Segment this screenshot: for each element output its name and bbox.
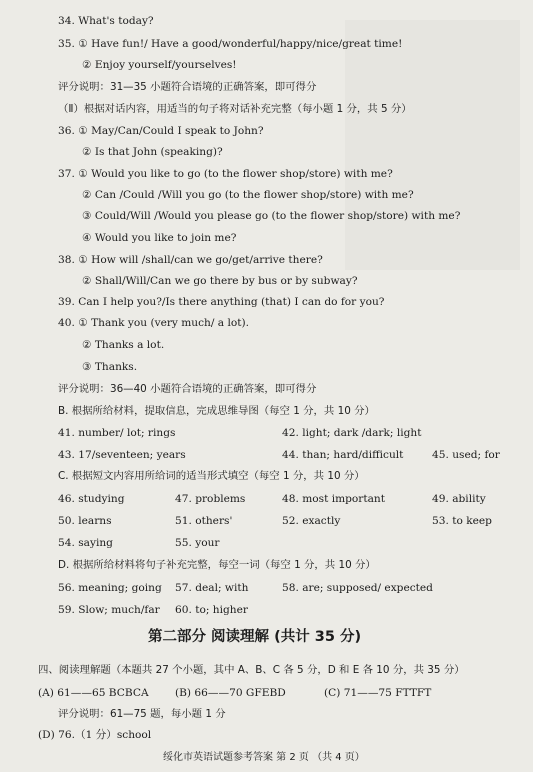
answer-49: 49. ability: [432, 493, 486, 505]
bleed-through-shadow: [345, 20, 520, 270]
reading-answers-c: (C) 71——75 FTTFT: [324, 687, 432, 699]
answer-55: 55. your: [175, 537, 220, 549]
answer-34: 34. What's today?: [58, 15, 154, 27]
answer-38-option-2: ② Shall/Will/Can we go there by bus or by subway?: [82, 275, 358, 287]
answer-50: 50. learns: [58, 515, 112, 527]
answer-37-option-3: ③ Could/Will /Would you please go (to the flower shop/store) with me?: [82, 210, 461, 222]
answer-59: 59. Slow; much/far: [58, 604, 160, 616]
answer-42: 42. light; dark /dark; light: [282, 427, 422, 439]
part-two-title: 第二部分 阅读理解 (共计 35 分): [148, 629, 362, 645]
answer-36-option-2: ② Is that John (speaking)?: [82, 146, 223, 158]
answer-38-option-1: 38. ① How will /shall/can we go/get/arrive there?: [58, 254, 323, 266]
answer-37-option-2: ② Can /Could /Will you go (to the flower shop/store) with me?: [82, 189, 414, 201]
section-c-heading: C. 根据短文内容用所给词的适当形式填空（每空 1 分，共 10 分）: [58, 470, 365, 482]
section-ii-heading: （Ⅱ）根据对话内容，用适当的句子将对话补充完整（每小题 1 分，共 5 分）: [58, 103, 412, 115]
scoring-note-31-35: 评分说明：31—35 小题符合语境的正确答案，即可得分: [58, 81, 317, 93]
answer-47: 47. problems: [175, 493, 246, 505]
answer-56: 56. meaning; going: [58, 582, 162, 594]
answer-41: 41. number/ lot; rings: [58, 427, 176, 439]
answer-37-option-1: 37. ① Would you like to go (to the flower shop/store) with me?: [58, 168, 393, 180]
answer-52: 52. exactly: [282, 515, 341, 527]
section-b-heading: B. 根据所给材料，提取信息，完成思维导图（每空 1 分，共 10 分）: [58, 405, 375, 417]
answer-54: 54. saying: [58, 537, 113, 549]
answer-44: 44. than; hard/difficult: [282, 449, 404, 461]
scoring-note-36-40: 评分说明：36—40 小题符合语境的正确答案，即可得分: [58, 383, 317, 395]
answer-37-option-4: ④ Would you like to join me?: [82, 232, 237, 244]
reading-answers-a: (A) 61——65 BCBCA: [38, 687, 149, 699]
answer-76: (D) 76.（1 分）school: [38, 729, 152, 741]
answer-36-option-1: 36. ① May/Can/Could I speak to John?: [58, 125, 264, 137]
answer-35-option-1: 35. ① Have fun!/ Have a good/wonderful/happy/nice/great time!: [58, 38, 403, 50]
answer-45: 45. used; for: [432, 449, 500, 461]
answer-58: 58. are; supposed/ expected: [282, 582, 433, 594]
answer-40-option-1: 40. ① Thank you (very much/ a lot).: [58, 317, 250, 329]
answer-40-option-3: ③ Thanks.: [82, 361, 138, 373]
answer-40-option-2: ② Thanks a lot.: [82, 339, 165, 351]
answer-51: 51. others': [175, 515, 233, 527]
scoring-note-61-75: 评分说明：61—75 题，每小题 1 分: [58, 708, 226, 720]
answer-53: 53. to keep: [432, 515, 492, 527]
reading-answers-b: (B) 66——70 GFEBD: [175, 687, 286, 699]
answer-57: 57. deal; with: [175, 582, 249, 594]
reading-section-heading: 四、阅读理解题（本题共 27 个小题，其中 A、B、C 各 5 分，D 和 E 各 10 分，共 35 分）: [38, 664, 465, 676]
answer-43: 43. 17/seventeen; years: [58, 449, 186, 461]
page-footer: 绥化市英语试题参考答案 第 2 页 （共 4 页）: [163, 752, 365, 763]
section-d-heading: D. 根据所给材料将句子补充完整，每空一词（每空 1 分，共 10 分）: [58, 559, 376, 571]
answer-48: 48. most important: [282, 493, 386, 505]
answer-35-option-2: ② Enjoy yourself/yourselves!: [82, 59, 237, 71]
answer-60: 60. to; higher: [175, 604, 248, 616]
answer-39: 39. Can I help you?/Is there anything (that) I can do for you?: [58, 296, 385, 308]
answer-46: 46. studying: [58, 493, 125, 505]
